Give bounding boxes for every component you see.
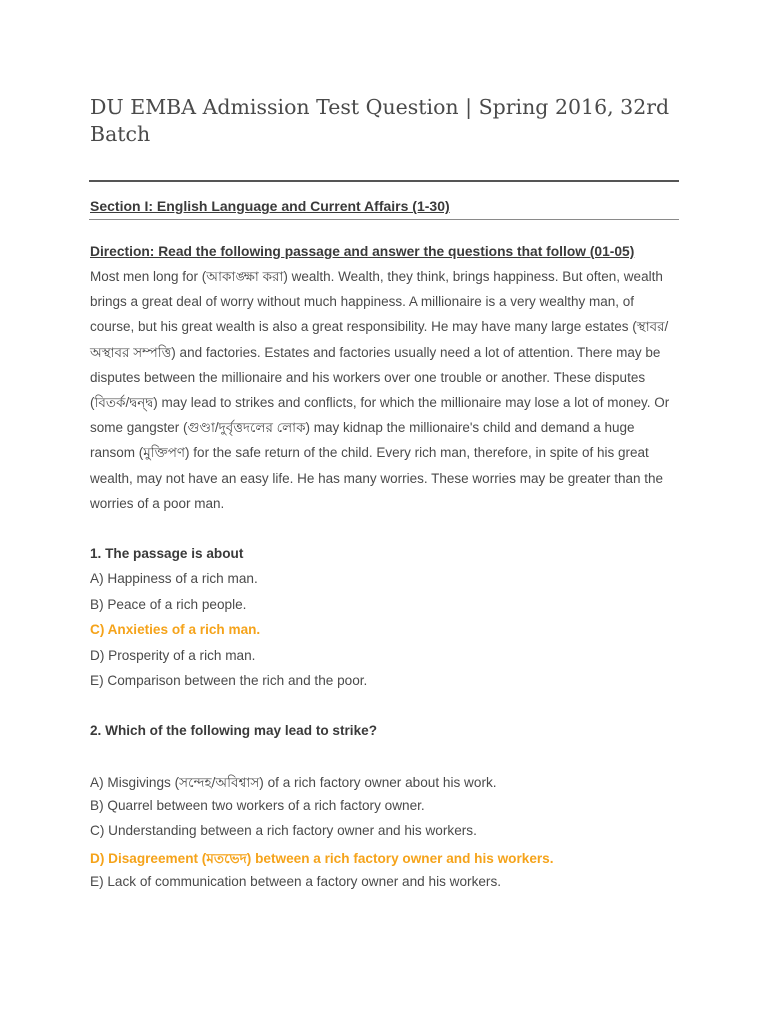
question-1-option-d: D) Prosperity of a rich man. (90, 648, 256, 663)
direction-text: Direction: Read the following passage and answer the questions that follow (01-05) (90, 244, 635, 259)
question-2-heading: 2. Which of the following may lead to strike? (90, 723, 378, 738)
page-title: DU EMBA Admission Test Question | Spring 2016, 32rd Batch (90, 95, 670, 146)
section-divider (89, 219, 679, 220)
question-2-option-d-correct: D) Disagreement (মতভেদ) between a rich factory owner and his workers. (90, 851, 554, 866)
title-divider (89, 180, 679, 182)
question-2-option-e: E) Lack of communication between a factory owner and his workers. (90, 874, 502, 889)
question-2-option-a: A) Misgivings (সন্দেহ/অবিশ্বাস) of a rich factory owner about his work. (90, 775, 497, 790)
question-1-option-b: B) Peace of a rich people. (90, 597, 247, 612)
question-1-option-e: E) Comparison between the rich and the poor. (90, 673, 368, 688)
question-2-option-c: C) Understanding between a rich factory owner and his workers. (90, 823, 477, 838)
reading-passage: Most men long for (আকাঙ্ক্ষা করা) wealth. Wealth, they think, brings happiness. But often, wealth brings a great deal of worry without much happiness. A millionaire is a very wealthy man, of course, but his great wealth is also a great responsibility. He may have many large estates (স্থাবর/অস্থাবর সম্পত্তি) and factories. Estates and factories usually need a lot of attention. There may be disputes between the millionaire and his workers over one trouble or another. These disputes (বিতর্ক/দ্বন্দ্ব) may lead to strikes and conflicts, for which the millionaire may lose a lot of money. Or some gangster (গুণ্ডা/দুর্বৃত্তদলের লোক) may kidnap the millionaire's child and demand a huge ransom (মুক্তিপণ) for the safe return of the child. Every rich man, therefore, in spite of his great wealth, may not have an easy life. He has many worries. These worries may be greater than the worries of a poor man. (90, 269, 670, 511)
question-1-option-c-correct: C) Anxieties of a rich man. (90, 622, 261, 637)
question-1-option-a: A) Happiness of a rich man. (90, 571, 258, 586)
question-1-heading: 1. The passage is about (90, 546, 244, 561)
section-heading: Section I: English Language and Current Affairs (1-30) (90, 198, 450, 214)
question-2-option-b: B) Quarrel between two workers of a rich factory owner. (90, 798, 425, 813)
